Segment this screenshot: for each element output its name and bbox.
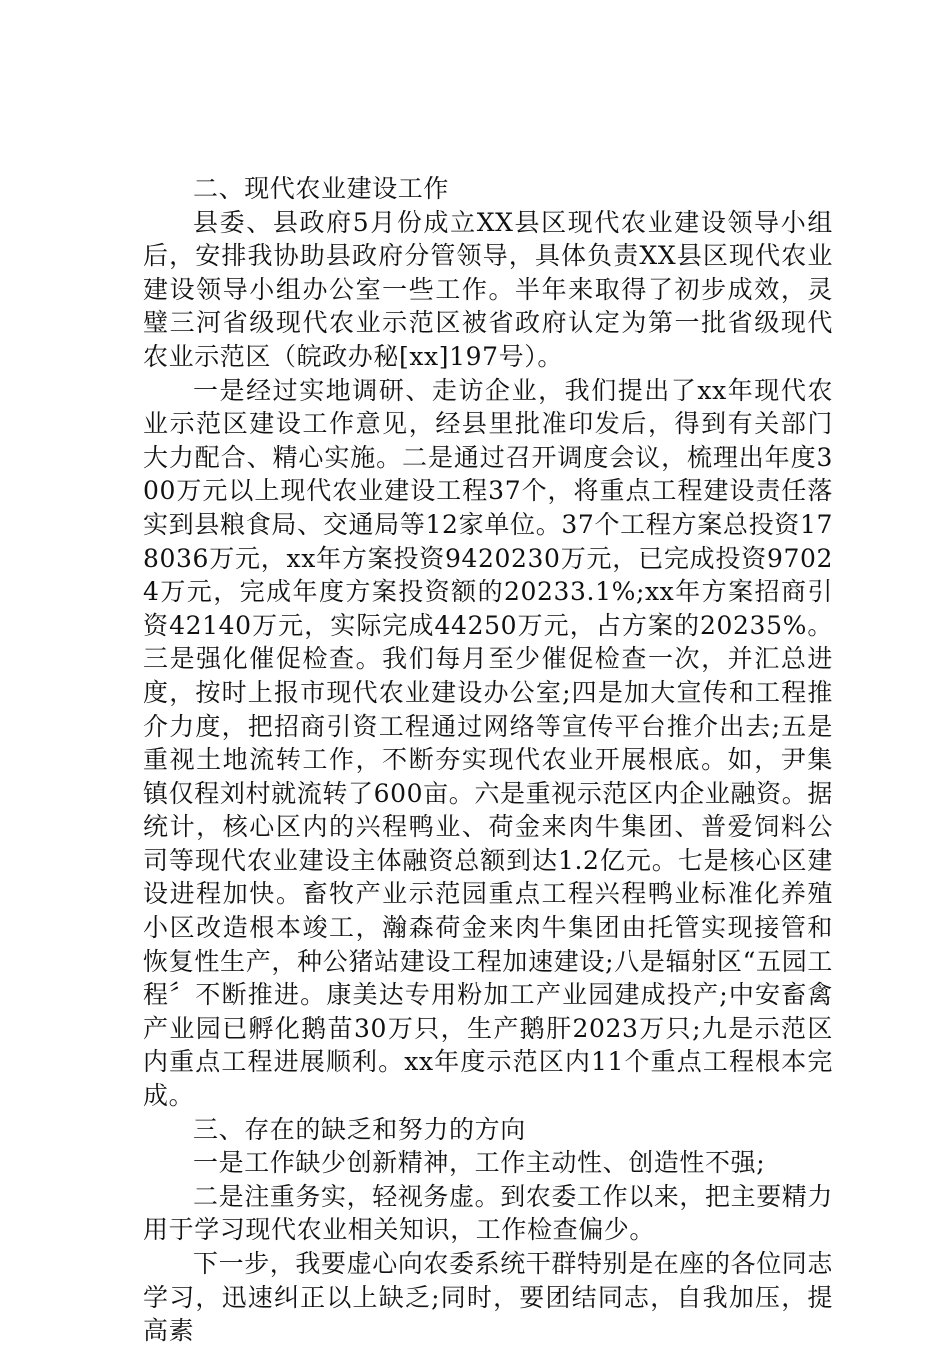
- paragraph-shortcoming-1: 一是工作缺少创新精神，工作主动性、创造性不强;: [193, 1148, 766, 1178]
- document-body: [143, 172, 833, 1348]
- paragraph-next-step: 下一步，我要虚心向农委系统干群特别是在座的各位同志学习，迅速纠正以上缺乏;同时，要团结同志，自我加压，提高素: [143, 1249, 834, 1346]
- section-heading-3: 三、存在的缺乏和努力的方向: [193, 1114, 526, 1144]
- paragraph-progress: 一是经过实地调研、走访企业，我们提出了xx年现代农业示范区建设工作意见，经县里批准印发后，得到有关部门大力配合、精心实施。二是通过召开调度会议，梳理出年度300万元以上现代农业建设工程37个，将重点工程建设责任落实到县粮食局、交通局等12家单位。37个工程方案总投资178036万元，xx年方案投资9420230万元，已完成投资97024万元，完成年度方案投资额的20233.1%;xx年方案招商引资42140万元，实际完成44250万元，占方案的20235%。三是强化催促检查。我们每月至少催促检查一次，并汇总进度，按时上报市现代农业建设办公室;四是加大宣传和工程推介力度，把招商引资工程通过网络等宣传平台推介出去;五是重视土地流转工作，不断夯实现代农业开展根底。如，尹集镇仅程刘村就流转了600亩。六是重视示范区内企业融资。据统计，核心区内的兴程鸭业、荷金来肉牛集团、普爱饲料公司等现代农业建设主体融资总额到达1.2亿元。七是核心区建设进程加快。畜牧产业示范园重点工程兴程鸭业标准化养殖小区改造根本竣工，瀚森荷金来肉牛集团由托管实现接管和恢复性生产，种公猪站建设工程加速建设;八是辐射区“五园工程〞不断推进。康美达专用粉加工产业园建成投产;中安畜禽产业园已孵化鹅苗30万只，生产鹅肝2023万只;九是示范区内重点工程进展顺利。xx年度示范区内11个重点工程根本完成。: [143, 375, 833, 1111]
- paragraph-intro: 县委、县政府5月份成立XX县区现代农业建设领导小组后，安排我协助县政府分管领导，具体负责XX县区现代农业建设领导小组办公室一些工作。半年来取得了初步成效，灵璧三河省级现代农业示范区被省政府认定为第一批省级现代农业示范区（皖政办秘[xx]197号）。: [143, 207, 833, 371]
- section-heading-2: 二、现代农业建设工作: [193, 174, 450, 203]
- paragraph-shortcoming-2: 二是注重务实，轻视务虚。到农委工作以来，把主要精力用于学习现代农业相关知识，工作检查偏少。: [143, 1181, 834, 1245]
